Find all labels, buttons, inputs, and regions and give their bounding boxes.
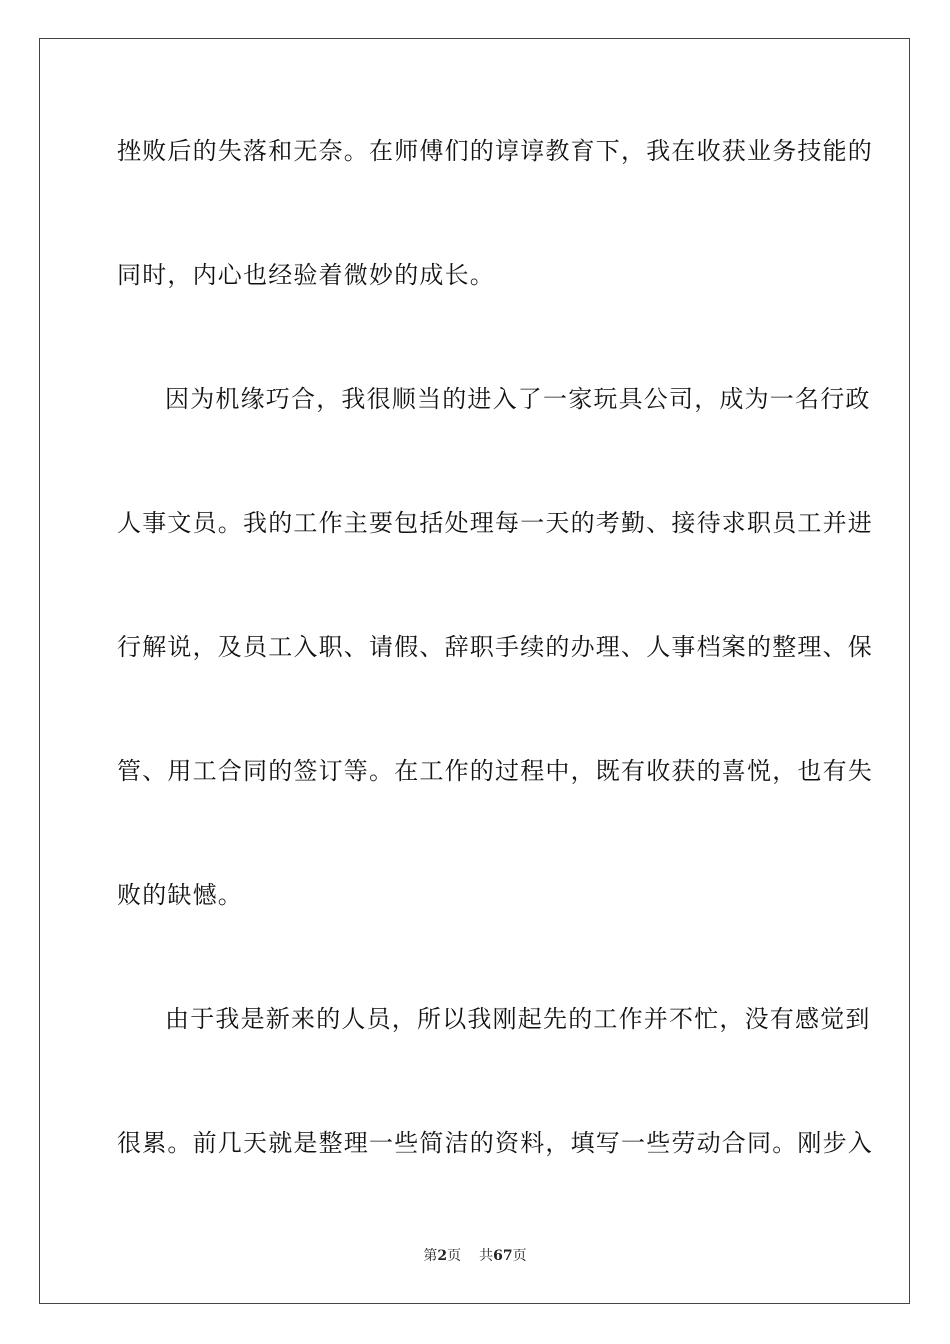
body-text-line: 人事文员。我的工作主要包括处理每一天的考勤、接待求职员工并进 (117, 509, 873, 537)
body-text-line: 败的缺憾。 (117, 881, 243, 909)
total-pages: 67 (493, 1248, 513, 1264)
body-text-line: 挫败后的失落和无奈。在师傅们的谆谆教育下，我在收获业务技能的 (117, 137, 873, 165)
page-label-prefix: 第 (423, 1248, 438, 1264)
page-number: 2 (437, 1248, 448, 1264)
body-text-line: 同时，内心也经验着微妙的成长。 (117, 261, 495, 289)
body-text-line: 由于我是新来的人员，所以我刚起先的工作并不忙，没有感觉到 (165, 1005, 871, 1033)
body-text-line: 管、用工合同的签订等。在工作的过程中，既有收获的喜悦，也有失 (117, 757, 873, 785)
total-label-suffix: 页 (512, 1248, 527, 1264)
body-text-line: 因为机缘巧合，我很顺当的进入了一家玩具公司，成为一名行政 (165, 385, 871, 413)
page-frame (39, 38, 910, 1304)
page-footer (0, 1247, 950, 1265)
body-text-line: 很累。前几天就是整理一些简洁的资料，填写一些劳动合同。刚步入 (117, 1129, 873, 1157)
page-label-suffix: 页 (447, 1248, 462, 1264)
total-label-prefix: 共 (479, 1248, 494, 1264)
body-text-line: 行解说，及员工入职、请假、辞职手续的办理、人事档案的整理、保 (117, 633, 873, 661)
